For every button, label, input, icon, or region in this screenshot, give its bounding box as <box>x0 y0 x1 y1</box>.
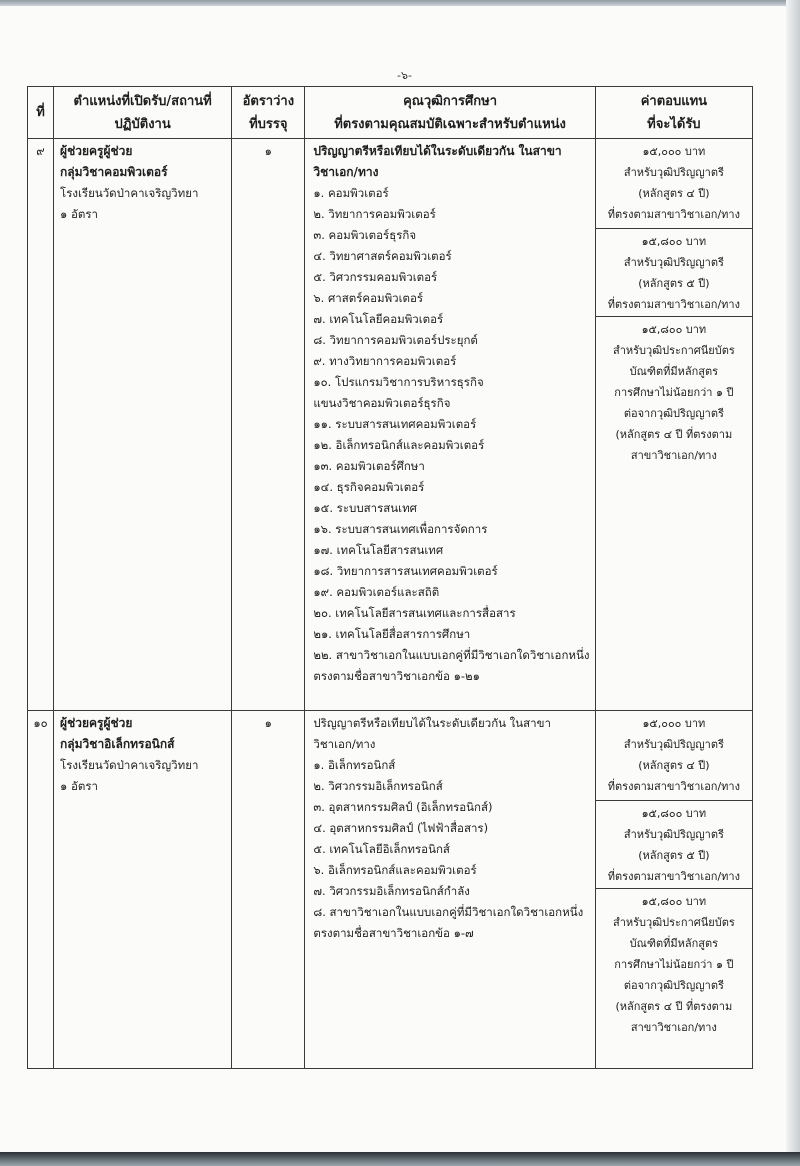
page-number: -๖- <box>397 69 412 82</box>
compensation-cell <box>595 711 752 1069</box>
position-subject: กลุ่มวิชาคอมพิวเตอร์ <box>60 165 168 179</box>
compensation-option: ๑๕,๐๐๐ บาท สำหรับวุฒิปริญญาตรี (หลักสูตร ๔ ปี) ที่ตรงตามสาขาวิชาเอก/ทาง <box>596 711 752 801</box>
position-count: ๑ อัตรา <box>60 779 98 793</box>
scan-bottom-edge <box>0 1152 800 1166</box>
major-item: ๓. อุตสาหกรรมศิลป์ (อิเล็กทรอนิกส์) <box>313 800 493 814</box>
major-item: แขนงวิชาคอมพิวเตอร์ธุรกิจ <box>313 396 451 410</box>
school-name: โรงเรียนวัดป่าคาเจริญวิทยา <box>60 758 199 772</box>
school-name: โรงเรียนวัดป่าคาเจริญวิทยา <box>60 186 199 200</box>
compensation-option: ๑๕,๘๐๐ บาท สำหรับวุฒิปริญญาตรี (หลักสูตร ๕ ปี) ที่ตรงตามสาขาวิชาเอก/ทาง <box>596 801 752 889</box>
qualification-heading: วิชาเอก/ทาง <box>313 165 379 179</box>
major-item: ๗. วิศวกรรมอิเล็กทรอนิกส์กำลัง <box>313 884 470 898</box>
major-item: ๒๑. เทคโนโลยีสื่อสารการศึกษา <box>313 627 471 641</box>
major-item: ๒. วิทยาการคอมพิวเตอร์ <box>313 207 436 221</box>
position-title: ผู้ช่วยครูผู้ช่วย <box>60 144 133 158</box>
major-item: ๙. ทางวิทยาการคอมพิวเตอร์ <box>313 354 457 368</box>
major-item: ๖. อิเล็กทรอนิกส์และคอมพิวเตอร์ <box>313 863 477 877</box>
major-item: ๑. คอมพิวเตอร์ <box>313 186 389 200</box>
compensation-option: ๑๕,๐๐๐ บาท สำหรับวุฒิปริญญาตรี (หลักสูตร ๔ ปี) ที่ตรงตามสาขาวิชาเอก/ทาง <box>596 139 752 229</box>
major-item: ๑. อิเล็กทรอนิกส์ <box>313 758 396 772</box>
major-item: ๑๒. อิเล็กทรอนิกส์และคอมพิวเตอร์ <box>313 438 485 452</box>
major-item: ตรงตามชื่อสาขาวิชาเอกข้อ ๑-๗ <box>313 926 474 940</box>
major-item: ๒๒. สาขาวิชาเอกในแบบเอกคู่ที่มีวิชาเอกใดวิชาเอกหนึ่ง <box>313 648 590 662</box>
header-position: ตำแหน่งที่เปิดรับ/สถานที่ ปฏิบัติงาน <box>54 87 232 139</box>
table-header-row <box>28 87 753 139</box>
major-item: ตรงตามชื่อสาขาวิชาเอกข้อ ๑-๒๑ <box>313 669 480 683</box>
major-item: ๑๙. คอมพิวเตอร์และสถิติ <box>313 585 440 599</box>
qualification-heading: ปริญญาตรีหรือเทียบได้ในระดับเดียวกัน ในสาขา <box>313 144 562 158</box>
major-item: ๑๘. วิทยาการสารสนเทศคอมพิวเตอร์ <box>313 564 498 578</box>
header-no: ที่ <box>28 87 54 139</box>
major-item: ๓. คอมพิวเตอร์ธุรกิจ <box>313 228 417 242</box>
major-item: ๑๓. คอมพิวเตอร์ศึกษา <box>313 459 425 473</box>
major-item: ๒. วิศวกรรมอิเล็กทรอนิกส์ <box>313 779 443 793</box>
major-item: ๑๔. ธุรกิจคอมพิวเตอร์ <box>313 480 425 494</box>
major-item: ๗. เทคโนโลยีคอมพิวเตอร์ <box>313 312 444 326</box>
position-title: ผู้ช่วยครูผู้ช่วย <box>60 716 133 730</box>
position-cell <box>54 139 232 711</box>
position-subject: กลุ่มวิชาอิเล็กทรอนิกส์ <box>60 737 175 751</box>
major-item: ๕. วิศวกรรมคอมพิวเตอร์ <box>313 270 438 284</box>
compensation-cell <box>595 139 752 711</box>
table-row <box>28 711 753 1069</box>
header-vacancy: อัตราว่าง ที่บรรจุ <box>232 87 305 139</box>
position-table <box>27 86 753 1069</box>
major-item: ๔. วิทยาศาสตร์คอมพิวเตอร์ <box>313 249 452 263</box>
major-item: ๔. อุตสาหกรรมศิลป์ (ไฟฟ้าสื่อสาร) <box>313 821 489 835</box>
major-item: ๑๕. ระบบสารสนเทศ <box>313 501 417 515</box>
scan-top-edge <box>0 0 800 6</box>
position-count: ๑ อัตรา <box>60 207 98 221</box>
compensation-option: ๑๕,๘๐๐ บาท สำหรับวุฒิประกาศนียบัตร บัณฑิตที่มีหลักสูตร การศึกษาไม่น้อยกว่า ๑ ปี ต่อจากวุฒิปริญญาตรี (หลักสูตร ๔ ปี ที่ตรงตาม สาขาวิชาเอก/ทาง <box>612 323 735 462</box>
vacancy-cell: ๑ <box>232 139 305 711</box>
qualification-heading: วิชาเอก/ทาง <box>313 737 376 751</box>
major-item: ๒๐. เทคโนโลยีสารสนเทศและการสื่อสาร <box>313 606 516 620</box>
major-item: ๑๐. โปรแกรมวิชาการบริหารธุรกิจ <box>313 375 484 389</box>
compensation-option: ๑๕,๘๐๐ บาท สำหรับวุฒิปริญญาตรี (หลักสูตร ๕ ปี) ที่ตรงตามสาขาวิชาเอก/ทาง <box>596 229 752 317</box>
major-item: ๘. สาขาวิชาเอกในแบบเอกคู่ที่มีวิชาเอกใดวิชาเอกหนึ่ง <box>313 905 584 919</box>
vacancy-cell: ๑ <box>232 711 305 1069</box>
header-compensation: ค่าตอบแทน ที่จะได้รับ <box>595 87 752 139</box>
qualification-cell <box>305 139 595 711</box>
table-row <box>28 139 753 711</box>
major-item: ๕. เทคโนโลยีอิเล็กทรอนิกส์ <box>313 842 450 856</box>
major-item: ๖. ศาสตร์คอมพิวเตอร์ <box>313 291 424 305</box>
major-item: ๑๖. ระบบสารสนเทศเพื่อการจัดการ <box>313 522 488 536</box>
row-number: ๙ <box>28 139 54 711</box>
qualification-heading: ปริญญาตรีหรือเทียบได้ในระดับเดียวกัน ในสาขา <box>313 716 551 730</box>
scan-right-edge <box>786 0 800 1166</box>
major-item: ๘. วิทยาการคอมพิวเตอร์ประยุกต์ <box>313 333 478 347</box>
header-qualification: คุณวุฒิการศึกษา ที่ตรงตามคุณสมบัติเฉพาะสำหรับตำแหน่ง <box>305 87 595 139</box>
compensation-option: ๑๕,๘๐๐ บาท สำหรับวุฒิประกาศนียบัตร บัณฑิตที่มีหลักสูตร การศึกษาไม่น้อยกว่า ๑ ปี ต่อจากวุฒิปริญญาตรี (หลักสูตร ๔ ปี ที่ตรงตาม สาขาวิชาเอก/ทาง <box>612 895 735 1034</box>
major-item: ๑๗. เทคโนโลยีสารสนเทศ <box>313 543 444 557</box>
row-number: ๑๐ <box>28 711 54 1069</box>
qualification-cell <box>305 711 595 1069</box>
position-cell <box>54 711 232 1069</box>
major-item: ๑๑. ระบบสารสนเทศคอมพิวเตอร์ <box>313 417 477 431</box>
